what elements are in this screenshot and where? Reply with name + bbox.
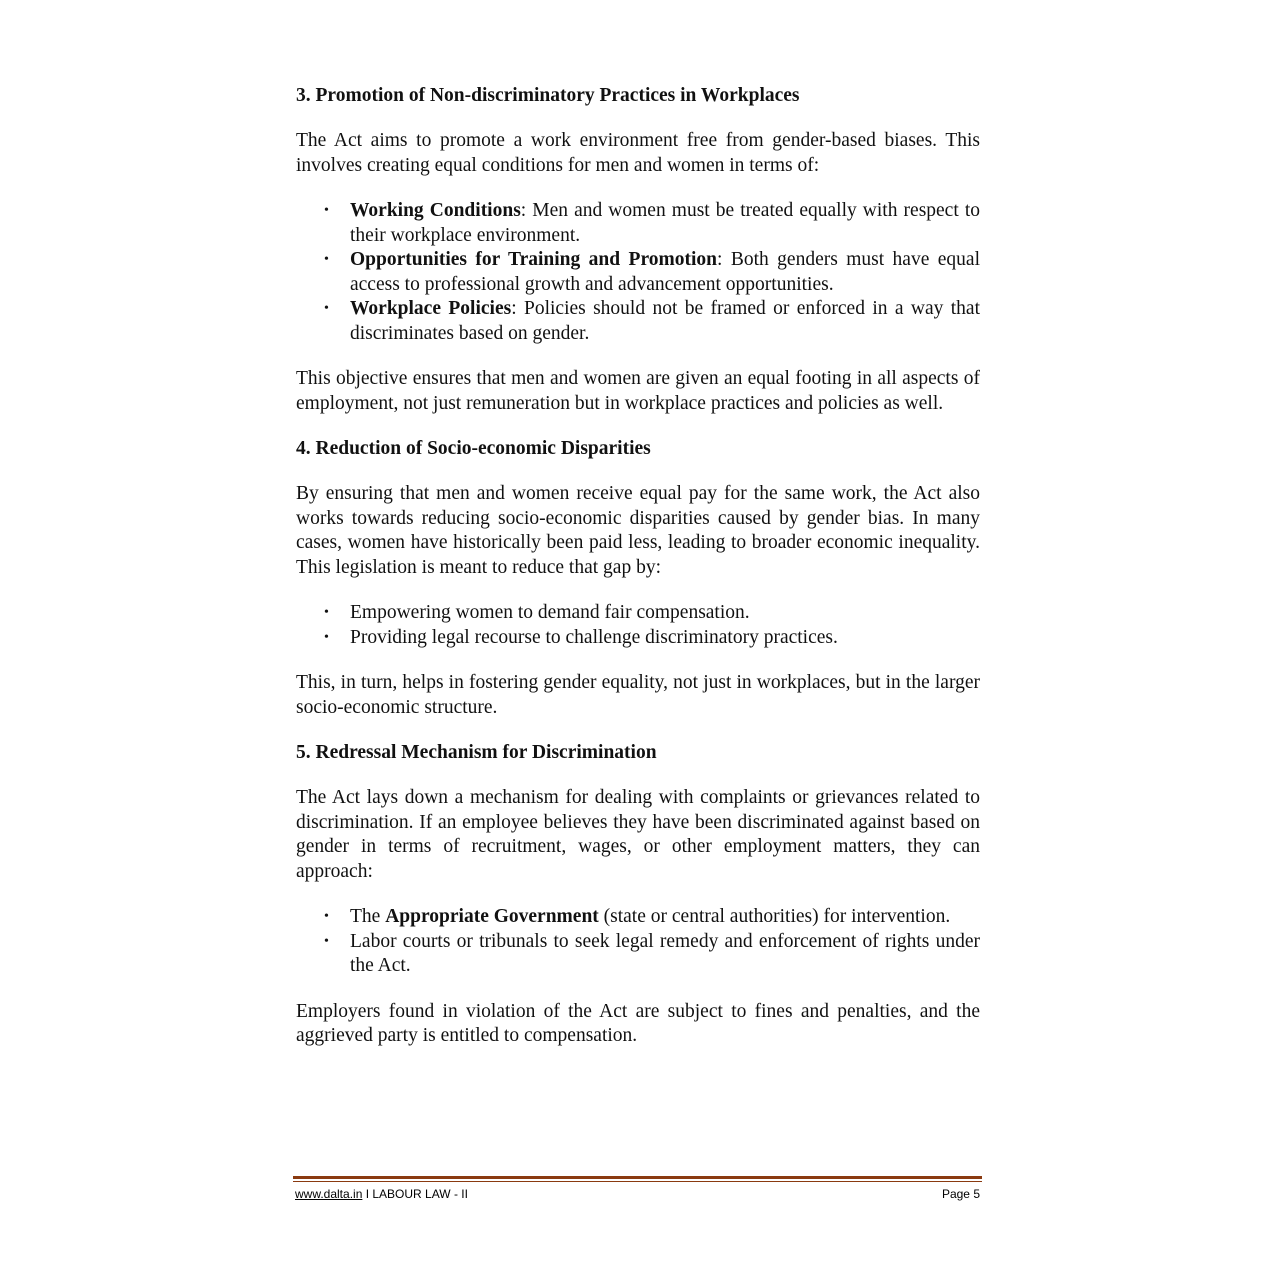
bullet-text: Empowering women to demand fair compensation. (350, 602, 750, 623)
list-item (296, 601, 980, 626)
bullet-text: : Both genders must have equal access to professional growth and advancement opportunities. (350, 249, 980, 295)
list-item (296, 626, 980, 651)
bullet-text: : Policies should not be framed or enforced in a way that discriminates based on gender. (350, 298, 980, 344)
list-item (296, 930, 980, 979)
section-4-heading: 4. Reduction of Socio-economic Disparities (296, 438, 651, 459)
bullet-icon: • (324, 252, 329, 267)
bullet-icon: • (324, 301, 329, 316)
footer-divider (293, 1176, 982, 1182)
bullet-text: Providing legal recourse to challenge discriminatory practices. (350, 626, 838, 648)
bullet-term: Workplace Policies (350, 298, 512, 319)
bullet-term: Appropriate Government (385, 906, 599, 927)
section-4-conclusion: This, in turn, helps in fostering gender equality, not just in workplaces, but in the larger socio-economic structure. (296, 672, 980, 718)
section-4-intro: By ensuring that men and women receive equal pay for the same work, the Act also works towards reducing socio-economic disparities caused by gender bias. In many cases, women have historically been paid less, leading to broader economic inequality. This legislation is meant to reduce that gap by: (296, 483, 980, 578)
bullet-icon: • (324, 605, 329, 620)
section-3-list (296, 199, 980, 346)
bullet-term: Working Conditions (350, 200, 521, 221)
section-5-conclusion: Employers found in violation of the Act are subject to fines and penalties, and the aggrieved party is entitled to compensation. (296, 1000, 980, 1046)
footer-page-number: Page 5 (941, 1187, 980, 1201)
bullet-icon: • (324, 909, 329, 924)
section-5-heading: 5. Redressal Mechanism for Discrimination (296, 742, 657, 763)
bullet-term: Opportunities for Training and Promotion (350, 249, 717, 270)
section-5-intro: The Act lays down a mechanism for dealing with complaints or grievances related to discrimination. If an employee believes they have been discriminated against based on gender in terms of recruitment, wages, or other employment matters, they can approach: (296, 787, 980, 882)
bullet-icon: • (324, 203, 329, 218)
footer-website-link[interactable]: www.dalta.in (295, 1187, 363, 1201)
bullet-text-pre: The (350, 906, 386, 927)
footer-subject: I LABOUR LAW - II (362, 1187, 468, 1201)
bullet-text-post: (state or central authorities) for intervention. (598, 906, 951, 927)
list-item (296, 297, 980, 346)
page-footer (295, 1186, 980, 1202)
document-body (296, 84, 980, 1070)
list-item (296, 199, 980, 248)
section-3-heading: 3. Promotion of Non-discriminatory Practices in Workplaces (296, 85, 800, 106)
bullet-icon: • (324, 933, 329, 949)
section-4-list (296, 601, 980, 650)
bullet-text: : Men and women must be treated equally with respect to their workplace environment. (350, 200, 980, 246)
section-5-list (296, 905, 980, 979)
list-item (296, 905, 980, 930)
section-3-intro: The Act aims to promote a work environment free from gender-based biases. This involves creating equal conditions for men and women in terms of: (296, 130, 980, 176)
bullet-text: Labor courts or tribunals to seek legal remedy and enforcement of rights under the Act. (350, 930, 980, 976)
footer-left (295, 1186, 468, 1202)
list-item (296, 248, 980, 297)
bullet-icon: • (324, 629, 329, 645)
section-3-conclusion: This objective ensures that men and women are given an equal footing in all aspects of employment, not just remuneration but in workplace practices and policies as well. (296, 368, 980, 414)
